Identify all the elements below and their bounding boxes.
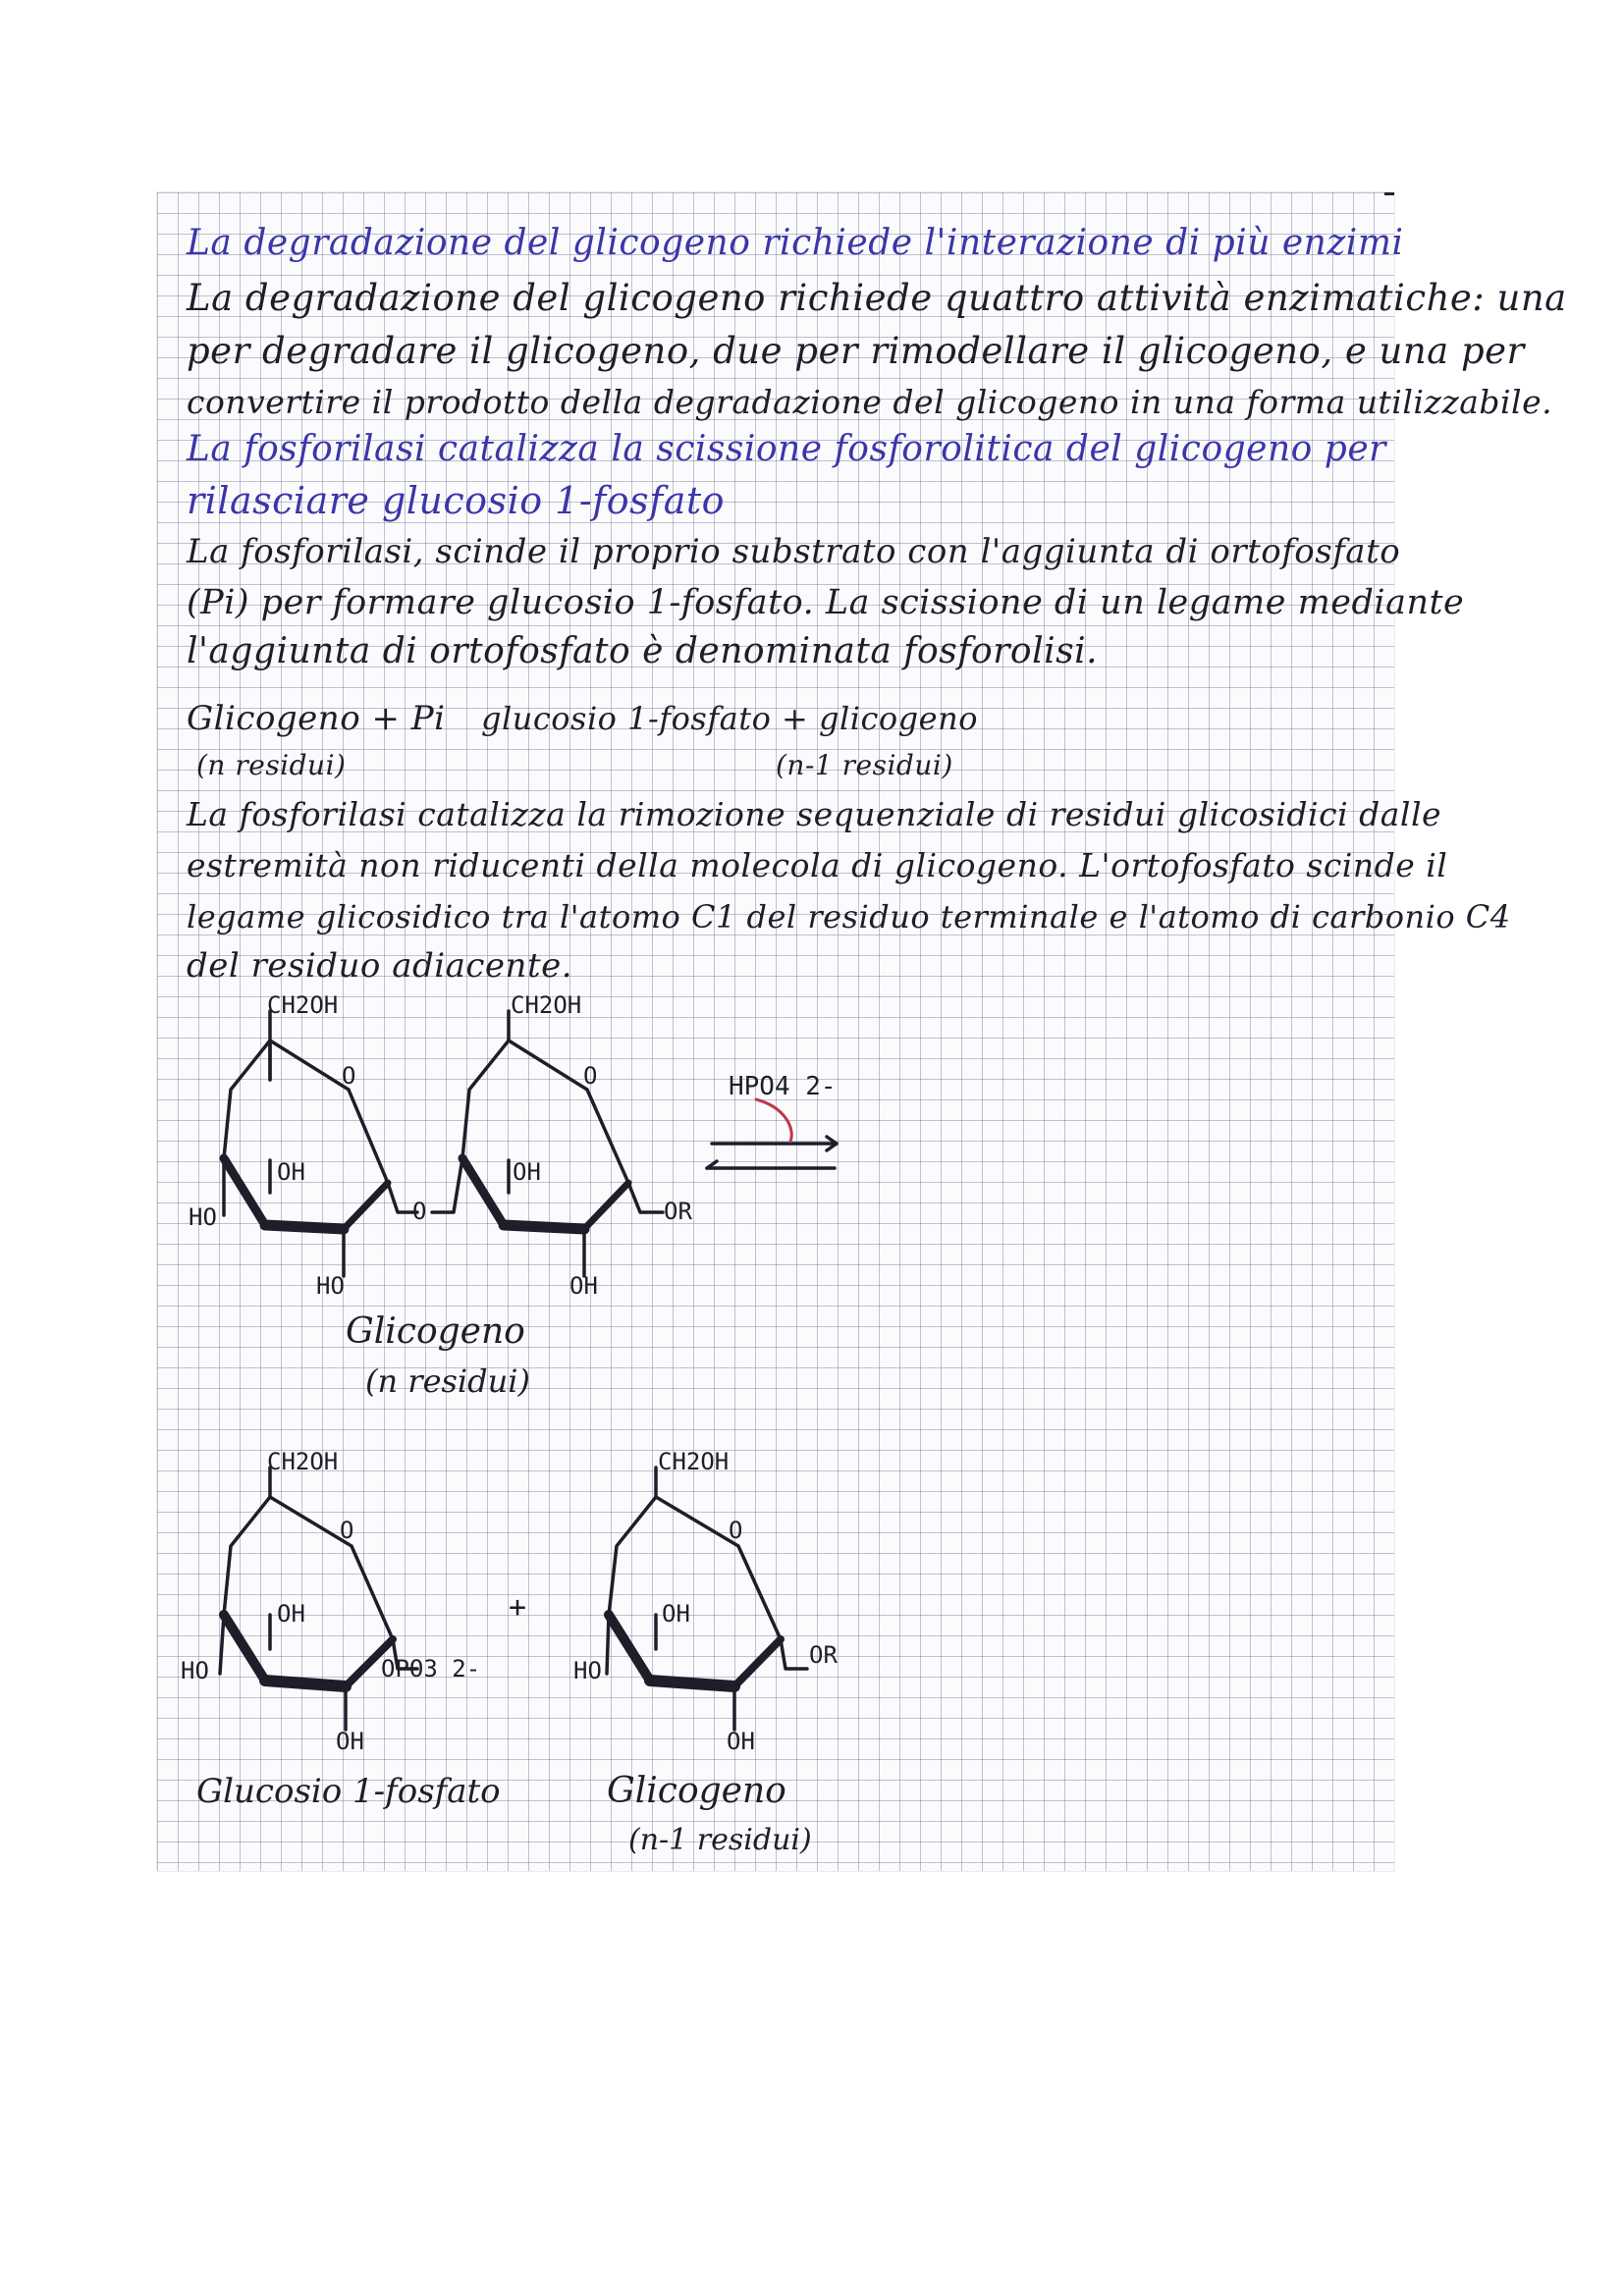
- oh-label: OH: [569, 1272, 598, 1300]
- ch2oh-label: CH2OH: [658, 1448, 730, 1475]
- note-line: convertire il prodotto della degradazione del glicogeno in una forma utilizzabile.: [187, 383, 1553, 421]
- equation-right-sub: (n-1 residui): [776, 749, 953, 781]
- note-line: per degradare il glicogeno, due per rimodellare il glicogeno, e una per: [187, 330, 1525, 372]
- glycogen-label: Glicogeno: [346, 1311, 525, 1352]
- or-label: OR: [664, 1198, 692, 1225]
- ho-label: HO: [316, 1272, 345, 1300]
- oh-label: OH: [336, 1728, 364, 1755]
- equation-right: glucosio 1-fosfato + glicogeno: [481, 700, 978, 737]
- note-line: del residuo adiacente.: [187, 946, 573, 986]
- glucose-ring-3: [220, 1468, 417, 1730]
- oh-label: OH: [727, 1728, 755, 1755]
- heading-enzymes: La degradazione del glicogeno richiede l'interazione di più enzimi: [187, 223, 1404, 263]
- plus-sign: +: [509, 1590, 527, 1625]
- ho-label: HO: [189, 1203, 217, 1231]
- oh-label: OH: [277, 1158, 305, 1186]
- glucose-ring-2: [432, 1011, 663, 1276]
- ch2oh-label: CH2OH: [267, 1448, 339, 1475]
- or-label: OR: [809, 1641, 838, 1669]
- reaction-arrows: [707, 1099, 837, 1168]
- ring-oxygen-label: O: [340, 1517, 354, 1544]
- ho-label: HO: [573, 1657, 602, 1684]
- ho-label: HO: [181, 1657, 209, 1684]
- note-line: (Pi) per formare glucosio 1-fosfato. La scissione di un legame mediante: [187, 583, 1465, 622]
- note-line: La fosforilasi, scinde il proprio substrato con l'aggiunta di ortofosfato: [187, 532, 1401, 571]
- note-line: legame glicosidico tra l'atomo C1 del residuo terminale e l'atomo di carbonio C4: [187, 898, 1511, 935]
- oh-label: OH: [513, 1158, 541, 1186]
- equation-left: Glicogeno + Pi: [187, 699, 446, 738]
- ring-oxygen-label: O: [342, 1062, 356, 1090]
- heading-phosphorylase: La fosforilasi catalizza la scissione fosforolitica del glicogeno per: [187, 429, 1386, 469]
- note-line: l'aggiunta di ortofosfato è denominata fosforolisi.: [187, 631, 1099, 671]
- glucose-1-phosphate-label: Glucosio 1-fosfato: [196, 1772, 501, 1811]
- note-line: La fosforilasi catalizza la rimozione sequenziale di residui glicosidici dalle: [187, 795, 1442, 833]
- glucose-ring-1: [224, 1011, 417, 1276]
- hpo4-reagent-label: HPO4 2-: [729, 1072, 837, 1101]
- oh-label: OH: [277, 1600, 305, 1628]
- bridge-oxygen-label: O: [412, 1198, 427, 1225]
- glycogen-sub-label: (n-1 residui): [628, 1823, 812, 1857]
- ch2oh-label: CH2OH: [511, 991, 582, 1019]
- glucose-ring-4: [607, 1468, 807, 1730]
- ring-oxygen-label: O: [729, 1517, 743, 1544]
- note-line: La degradazione del glicogeno richiede quattro attività enzimatiche: una: [187, 277, 1567, 319]
- ch2oh-label: CH2OH: [267, 991, 339, 1019]
- heading-phosphorylase-cont: rilasciare glucosio 1-fosfato: [187, 479, 726, 522]
- glycogen-label: Glicogeno: [607, 1771, 786, 1811]
- note-line: estremità non riducenti della molecola di glicogeno. L'ortofosfato scinde il: [187, 846, 1448, 884]
- equation-left-sub: (n residui): [196, 749, 347, 781]
- oh-label: OH: [662, 1600, 690, 1628]
- glycogen-sub-label: (n residui): [365, 1362, 530, 1400]
- opo3-label: OPO3 2-: [381, 1655, 481, 1682]
- ring-oxygen-label: O: [583, 1062, 598, 1090]
